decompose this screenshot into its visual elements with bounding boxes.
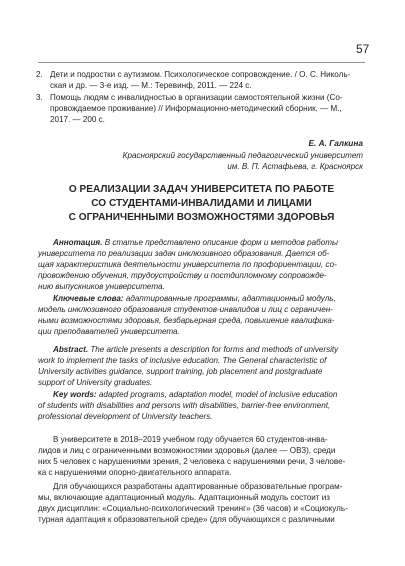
annotation-text: В статье представлено описание форм и методов работы <box>102 238 338 247</box>
keywords-line: модель инклюзивного образования студентов-инвалидов и лиц с ограничен- <box>38 305 333 315</box>
reference-line: Помощь людям с инвалидностью в организации самостоятельной жизни (Со- <box>50 93 343 102</box>
body-paragraph <box>38 481 365 525</box>
reference-item <box>36 69 363 91</box>
article-title <box>38 183 365 225</box>
keywords-label: Ключевые слова: <box>53 294 124 303</box>
body-line: них 5 человек с нарушениями зрения, 2 человека с нарушениями речи, 3 челове- <box>38 457 346 467</box>
keywords-en <box>38 389 365 422</box>
abstract-label: Abstract. <box>53 345 89 354</box>
body-line: турная адаптация к образовательной среде» (для обучающихся с различными <box>38 515 335 525</box>
keywords-line: ции преподавателей университета. <box>38 327 180 337</box>
reference-line: 2017. — 200 с. <box>50 115 105 124</box>
annotation-line: нию выпускников университета. <box>38 282 165 292</box>
keywords-text: адаптированные программы, адаптационный модуль, <box>123 294 336 303</box>
body-line: Для обучающихся разработаны адаптированные образовательные програм- <box>53 482 343 491</box>
reference-line: провождаемое проживание) // Информационно-методический сборник. — М., <box>50 104 342 113</box>
affiliation-line: им. В. П. Астафьева, г. Красноярск <box>227 161 363 171</box>
reference-line: ская и др. — 3-е изд. — М.: Теревинф, 2011. — 224 с. <box>50 81 252 90</box>
keywords-en-line: of students with disabilities and persons with disabilities, barrier-free environment, <box>38 401 331 411</box>
annotation-line: щая характеристика деятельности университета по профориентации, со- <box>38 260 337 270</box>
article-author: Е. А. Галкина <box>308 138 363 148</box>
abstract-line: University activities guidance, support training, job placement and postgraduate <box>38 367 323 377</box>
body-line: ка с нарушениями опорно-двигательного аппарата. <box>38 468 232 478</box>
keywords-line: ными возможностями здоровья, безбарьерная среда, повышение квалифика- <box>38 316 335 326</box>
body-line: В университете в 2018–2019 учебном году обучается 60 студентов-инва- <box>53 435 328 444</box>
body-line: мы, включающие адаптационный модуль. Адаптационный модуль состоит из <box>38 493 330 503</box>
header-rule <box>38 62 365 63</box>
reference-number: 2. <box>36 70 43 79</box>
keywords-en-text: adapted programs, adaptation model, model of inclusive education <box>96 390 338 399</box>
keywords-en-label: Key words: <box>53 390 97 399</box>
body-line: лидов и лиц с ограниченными возможностями здоровья (далее — ОВЗ), среди <box>38 446 336 456</box>
annotation-ru <box>38 237 365 292</box>
title-line: СО СТУДЕНТАМИ-ИНВАЛИДАМИ И ЛИЦАМИ <box>91 198 312 209</box>
reference-item <box>36 92 363 125</box>
reference-number: 3. <box>36 93 43 102</box>
author-affiliation <box>0 151 363 172</box>
abstract-line: work to implement the tasks of inclusive education. The General characteristic of <box>38 356 327 366</box>
affiliation-line: Красноярский государственный педагогический университет <box>122 151 363 160</box>
abstract-text: The article presents a description for forms and methods of university <box>88 345 339 354</box>
keywords-ru <box>38 293 365 337</box>
title-line: О РЕАЛИЗАЦИИ ЗАДАЧ УНИВЕРСИТЕТА ПО РАБОТЕ <box>68 184 335 195</box>
body-line: двух дисциплин: «Социально-психологический тренинг» (36 часов) и «Социокуль- <box>38 504 348 514</box>
body-paragraph <box>38 434 365 478</box>
keywords-en-line: professional development of University teachers. <box>38 412 213 422</box>
reference-line: Дети и подростки с аутизмом. Психологическое сопровождение. / О. С. Николь- <box>50 70 351 79</box>
annotation-label: Аннотация. <box>53 238 103 247</box>
abstract-en <box>38 344 365 388</box>
title-line: С ОГРАНИЧЕННЫМИ ВОЗМОЖНОСТЯМИ ЗДОРОВЬЯ <box>68 212 335 223</box>
abstract-line: support of University graduates. <box>38 378 153 388</box>
annotation-line: университета по реализации задач инклюзивного образования. Дается об- <box>38 249 330 259</box>
annotation-line: провождению обучения, трудоустройству и постдипломному сопровожде- <box>38 271 327 281</box>
page-number: 57 <box>356 42 370 56</box>
